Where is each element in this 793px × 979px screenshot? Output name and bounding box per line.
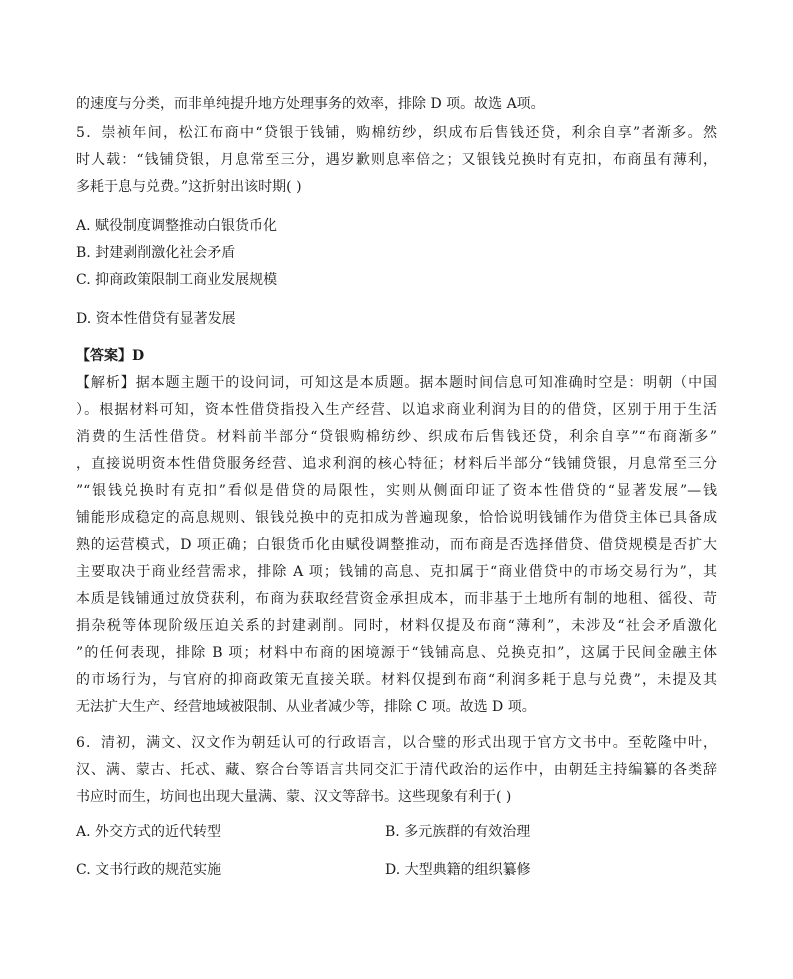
q6-option-a: A. 外交方式的近代转型 <box>76 824 222 840</box>
q5-option-b: B. 封建剥削激化社会矛盾 <box>76 245 236 261</box>
q5-analysis-line-10: 捐杂税等体现阶级压迫关系的封建剥削。同时，材料仅提及布商“薄利”，未涉及“社会矛盾激化 <box>76 618 717 634</box>
q5-stem-line-1: 5．崇祯年间，松江布商中“贷银于钱铺，购棉纺纱，织成布后售钱还贷，利余自享”者渐多。然 <box>76 125 717 141</box>
q5-analysis-line-6: 铺能形成稳定的高息规则、银钱兑换中的克扣成为普遍现象，恰恰说明钱铺作为借贷主体已具备成 <box>76 510 717 526</box>
q5-analysis-line-13: 无法扩大生产、经营地域被限制、从业者减少等，排除 C 项。故选 D 项。 <box>76 699 536 715</box>
q5-analysis-line-12: 的市场行为，与官府的抑商政策无直接关联。材料仅提到布商“利润多耗于息与兑费”，未提及其 <box>76 672 717 688</box>
q5-answer: 【答案】D <box>76 348 145 364</box>
q5-option-a: A. 赋役制度调整推动白银货币化 <box>76 218 278 234</box>
q5-analysis-line-5: ”“银钱兑换时有克扣”看似是借贷的局限性，实则从侧面印证了资本性借贷的“显著发展”—钱 <box>76 483 717 499</box>
q6-stem-line-3: 书应时而生，坊间也出现大量满、蒙、汉文等辞书。这些现象有利于( ) <box>76 789 512 805</box>
q6-stem-line-2: 汉、满、蒙古、托忒、藏、察合台等语言共同交汇于清代政治的运作中，由朝廷主持编纂的各类辞 <box>76 762 717 778</box>
q6-stem-line-1: 6．清初，满文、汉文作为朝廷认可的行政语言，以合璧的形式出现于官方文书中。至乾隆中叶， <box>76 735 717 751</box>
q5-analysis-line-4: ，直接说明资本性借贷服务经营、追求利润的核心特征；材料后半部分“钱铺贷银，月息常至三分 <box>76 456 717 472</box>
q5-analysis-line-2: ）。根据材料可知，资本性借贷指投入生产经营、以追求商业利润为目的的借贷，区别于用于生活 <box>76 402 717 418</box>
q5-analysis-line-3: 消费的生活性借贷。材料前半部分“贷银购棉纺纱、织成布后售钱还贷，利余自享”“布商渐多” <box>76 429 717 445</box>
q5-analysis-line-11: ”的任何表现，排除 B 项；材料中布商的困境源于“钱铺高息、兑换克扣”，这属于民间金融主体 <box>76 645 717 661</box>
q5-analysis-line-9: 本质是钱铺通过放贷获利，布商为获取经营资金承担成本，而非基于土地所有制的地租、徭役、苛 <box>76 591 717 607</box>
q5-stem-line-3: 多耗于息与兑费。”这折射出该时期( ) <box>76 179 302 195</box>
q6-option-d: D. 大型典籍的组织纂修 <box>385 862 531 878</box>
q5-analysis-line-8: 主要取决于商业经营需求，排除 A 项；钱铺的高息、克扣属于“商业借贷中的市场交易行为”，其 <box>76 564 717 580</box>
q6-option-b: B. 多元族群的有效治理 <box>385 824 531 840</box>
q6-option-c: C. 文书行政的规范实施 <box>76 862 222 878</box>
q5-option-d: D. 资本性借贷有显著发展 <box>76 311 236 327</box>
q5-analysis-line-1: 【解析】据本题主题干的设问词，可知这是本质题。据本题时间信息可知准确时空是：明朝（中国 <box>76 375 717 391</box>
q5-stem-line-2: 时人载：“钱铺贷银，月息常至三分，遇岁歉则息率倍之；又银钱兑换时有克扣，布商虽有薄利， <box>76 152 717 168</box>
q5-analysis-line-7: 熟的运营模式，D 项正确；白银货币化由赋役调整推动，而布商是否选择借贷、借贷规模是否扩大 <box>76 537 717 553</box>
q5-option-c: C. 抑商政策限制工商业发展规模 <box>76 272 278 288</box>
intro-line: 的速度与分类，而非单纯提升地方处理事务的效率，排除 D 项。故选 A项。 <box>76 96 545 112</box>
